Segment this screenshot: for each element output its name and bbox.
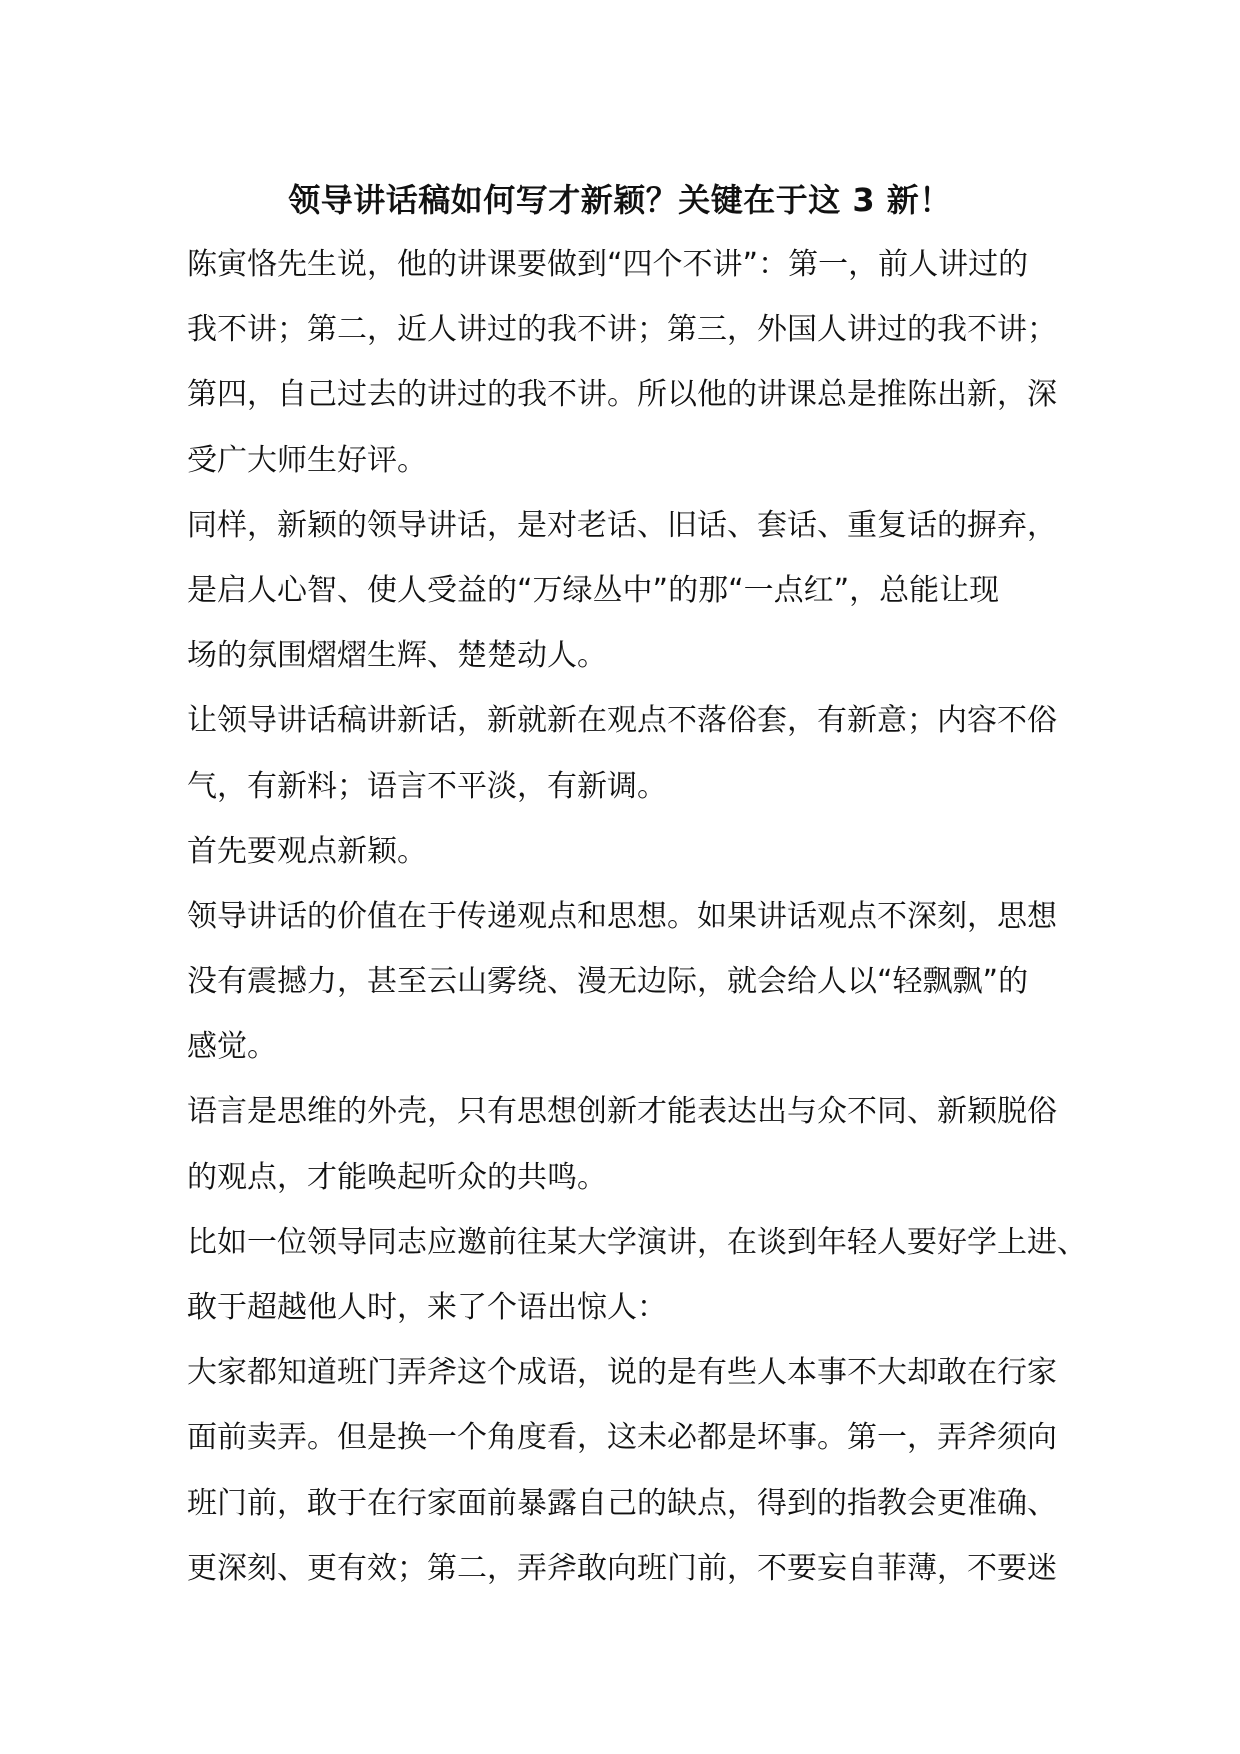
text-line: 语言是思维的外壳，只有思想创新才能表达出与众不同、新颖脱俗	[187, 1094, 1057, 1130]
text-line: 受广大师生好评。	[187, 442, 427, 478]
text-line: 让领导讲话稿讲新话，新就新在观点不落俗套，有新意；内容不俗	[187, 703, 1057, 739]
text-line: 第四，自己过去的讲过的我不讲。所以他的讲课总是推陈出新，深	[187, 377, 1057, 413]
document-body	[187, 232, 1087, 1601]
text-line: 没有震撼力，甚至云山雾绕、漫无边际，就会给人以“轻飘飘”的	[187, 964, 1029, 1000]
text-line: 同样，新颖的领导讲话，是对老话、旧话、套话、重复话的摒弃，	[187, 507, 1057, 543]
text-line: 更深刻、更有效；第二，弄斧敢向班门前，不要妄自菲薄，不要迷	[187, 1550, 1057, 1586]
text-line: 的观点，才能唤起听众的共鸣。	[187, 1159, 607, 1195]
text-line: 陈寅恪先生说，他的讲课要做到“四个不讲”：第一，前人讲过的	[187, 247, 1029, 282]
text-line: 我不讲；第二，近人讲过的我不讲；第三，外国人讲过的我不讲；	[187, 312, 1057, 348]
text-line: 比如一位领导同志应邀前往某大学演讲，在谈到年轻人要好学上进、	[187, 1224, 1087, 1260]
text-line: 班门前，敢于在行家面前暴露自己的缺点，得到的指教会更准确、	[187, 1485, 1057, 1521]
text-line: 领导讲话的价值在于传递观点和思想。如果讲话观点不深刻，思想	[187, 898, 1057, 934]
document-title: 领导讲话稿如何写才新颖？关键在于这 3 新！	[288, 181, 952, 219]
text-line: 首先要观点新颖。	[187, 833, 427, 869]
text-line: 敢于超越他人时，来了个语出惊人：	[187, 1290, 667, 1325]
text-line: 场的氛围熠熠生辉、楚楚动人。	[187, 638, 607, 674]
text-line: 气，有新料；语言不平淡，有新调。	[187, 768, 667, 804]
text-line: 大家都知道班门弄斧这个成语，说的是有些人本事不大却敢在行家	[187, 1355, 1057, 1391]
text-line: 面前卖弄。但是换一个角度看，这未必都是坏事。第一，弄斧须向	[187, 1420, 1057, 1456]
text-line: 感觉。	[187, 1029, 277, 1065]
text-line: 是启人心智、使人受益的“万绿丛中”的那“一点红”，总能让现	[187, 572, 1000, 608]
